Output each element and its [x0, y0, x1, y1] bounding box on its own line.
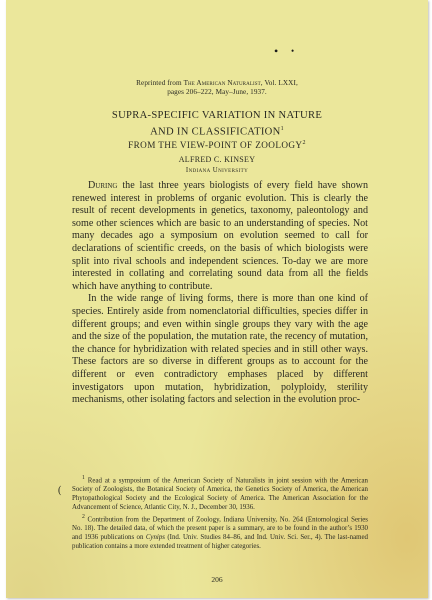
- footnote-text: (Ind. Univ. Studies 84–86, and Ind. Univ. Sci. Ser., 4). The last-named publication contains a more extended treatment of higher categories.: [72, 534, 368, 550]
- reprint-notice: [6, 79, 428, 97]
- footnote-text: Read at a symposium of the American Society of Naturalists in joint session with the American Society of Zoologists, the Botanical Society of America, the Genetics Society of America, the American Phytopathological Society and the Ecological Society of America. The American Association for the Advancement of Science, Atlantic City, N. J., December 30, 1936.: [72, 477, 368, 512]
- title-line-1: SUPRA-SPECIFIC VARIATION IN NATURE: [111, 110, 323, 121]
- subtitle-text: FROM THE VIEW-POINT OF ZOOLOGY: [128, 140, 303, 151]
- lead-word: During: [88, 180, 118, 191]
- footnote-number: 2: [82, 513, 85, 520]
- title-line-2: AND IN CLASSIFICATION: [150, 126, 281, 138]
- reprint-volume: , Vol. LXXI,: [260, 79, 298, 87]
- page-number: 206: [211, 575, 223, 584]
- author-name: ALFRED C. KINSEY: [178, 155, 256, 164]
- reprint-pages: pages 206–222, May–June, 1937.: [167, 88, 267, 96]
- footnote-number: 1: [82, 475, 85, 481]
- reprint-prefix: Reprinted from: [136, 79, 184, 87]
- article-body: [72, 180, 368, 407]
- journal-name: The American Naturalist: [183, 79, 261, 87]
- article-title: [6, 110, 428, 139]
- footnote-text: Contribution from the Department of Zoology, Indiana University, No. 264 (Entomological Series No. 18). The detailed data, of which the present paper is a summary, are to be found in the author’s 1930 and 1936 publications on: [72, 516, 368, 542]
- footnote-ref-2: 2: [302, 140, 306, 146]
- paragraph: [72, 180, 368, 293]
- article-subtitle: [6, 140, 428, 150]
- footnote-2: [72, 513, 368, 552]
- footnote-1: [72, 474, 368, 513]
- ink-mark: •: [274, 44, 279, 58]
- paragraph-text: the last three years biologists of every field have shown renewed interest in problems of organic evolution. This is clearly the result of recent developments in genetics, taxonomy, paleontology and some other sciences which are basic to an understanding of species. Not many decades ago a symposium on evolution seemed to call for declarations of scientific creeds, on the basis of which biologists were split into rival schools and independent sciences. To-day we are more interested in collating and correlating sound data from all the fields which have anything to contribute.: [72, 180, 368, 292]
- ink-mark: •: [291, 46, 295, 56]
- paragraph: In the wide range of living forms, there is more than one kind of species. Entirely aside from nomenclatorial difficulties, species differ in different groups; and even within single groups they vary with the age and the size of the population, the mutation rate, the recency of mutation, the chance for hybridization with related species and in still other ways. These factors are so diverse in different groups as to account for the different or even contradictory emphases placed by different investigators upon mutation, hybridization, polyploidy, sterility mechanisms, other isolating factors and selection in the evolution proc-: [72, 293, 368, 406]
- footnote-ref-1: 1: [280, 125, 284, 132]
- margin-mark: (: [58, 485, 62, 496]
- page-sheet: [6, 0, 428, 598]
- author-institution: Indiana University: [185, 167, 249, 174]
- footnotes: [72, 474, 368, 552]
- genus-name: Cynips: [145, 534, 165, 542]
